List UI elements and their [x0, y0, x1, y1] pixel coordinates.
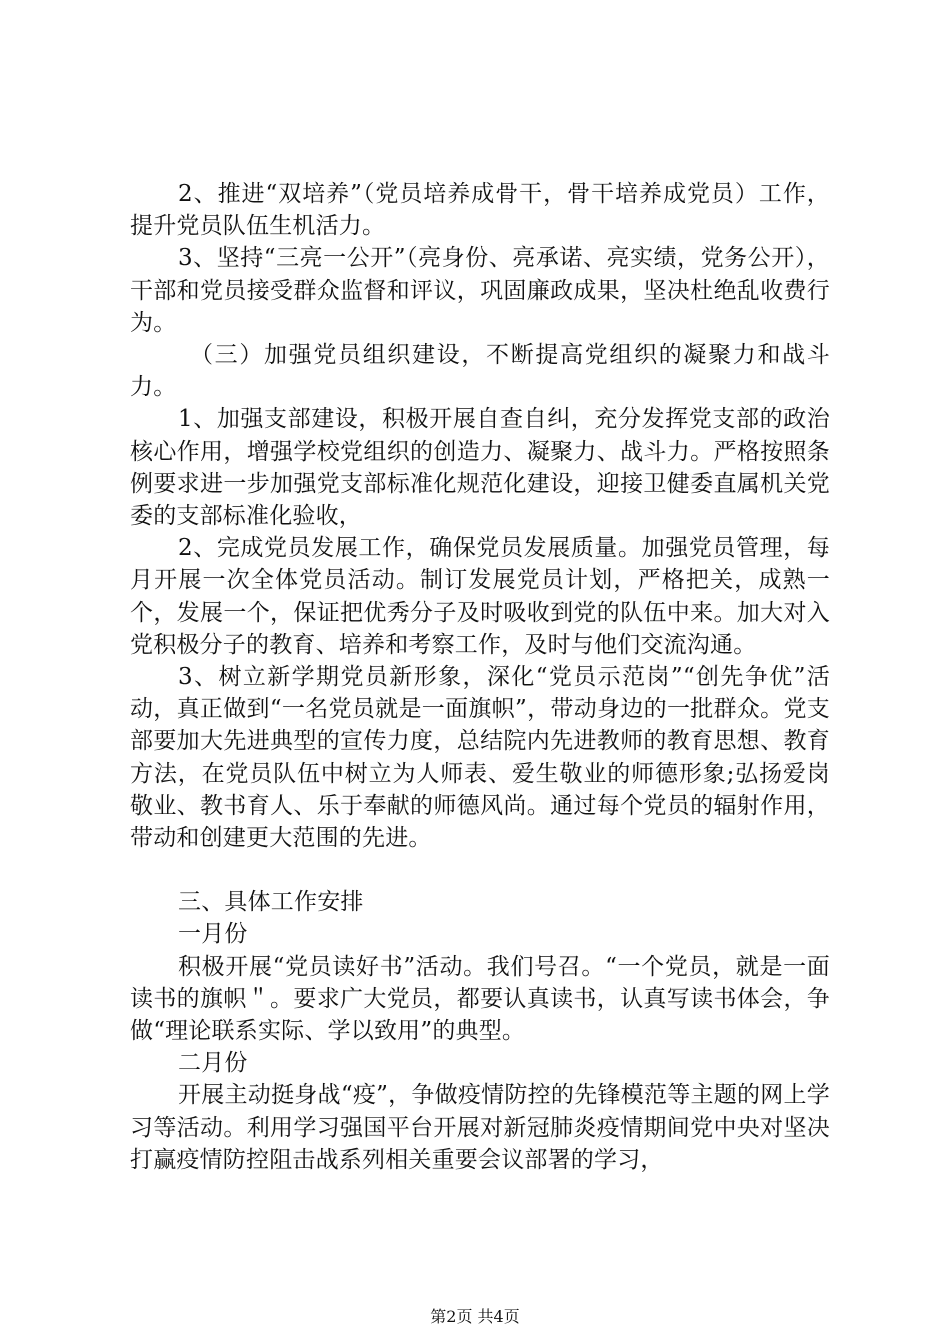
- paragraph-january: 积极开展“党员读好书”活动。我们号召。“一个党员，就是一面读书的旗帜＂。要求广大党员，都要认真读书，认真写读书体会，争做“理论联系实际、学以致用”的典型。: [130, 953, 830, 1045]
- paragraph-branch-building: 1、加强支部建设，积极开展自查自纠，充分发挥党支部的政治核心作用，增强学校党组织的创造力、凝聚力、战斗力。严格按照条例要求进一步加强党支部标准化规范化建设，迎接卫健委直属机关党委的支部标准化验收，: [130, 406, 830, 530]
- section-heading-work-plan: 三、具体工作安排: [178, 889, 364, 916]
- month-heading-january: 一月份: [178, 921, 248, 948]
- paragraph-february: 开展主动挺身战“疫”，争做疫情防控的先锋模范等主题的网上学习等活动。利用学习强国平台开展对新冠肺炎疫情期间党中央对坚决打赢疫情防控阻击战系列相关重要会议部署的学习，: [130, 1082, 830, 1173]
- month-heading-february: 二月份: [178, 1050, 248, 1077]
- paragraph-three-highlights: 3、坚持“三亮一公开”（亮身份、亮承诺、亮实绩，党务公开），干部和党员接受群众监督和评议，巩固廉政成果，坚决杜绝乱收费行为。: [130, 245, 830, 336]
- paragraph-member-development: 2、完成党员发展工作，确保党员发展质量。加强党员管理，每月开展一次全体党员活动。制订发展党员计划，严格把关，成熟一个，发展一个，保证把优秀分子及时吸收到党的队伍中来。加大对入党积极分子的教育、培养和考察工作，及时与他们交流沟通。: [130, 535, 830, 658]
- paragraph-new-image: 3、树立新学期党员新形象，深化“党员示范岗”“创先争优”活动，真正做到“一名党员就是一面旗帜”，带动身边的一批群众。党支部要加大先进典型的宣传力度，总结院内先进教师的教育思想、教育方法，在党员队伍中树立为人师表、爱生敬业的师德形象;弘扬爱岗敬业、教书育人、乐于奉献的师德风尚。通过每个党员的辐射作用，带动和创建更大范围的先进。: [130, 664, 830, 852]
- document-body: [130, 178, 830, 1176]
- section-heading-organization: （三）加强党员组织建设，不断提高党组织的凝聚力和战斗力。: [130, 342, 830, 401]
- page-footer: 第2页 共4页: [430, 1307, 520, 1326]
- paragraph-double-cultivation: 2、推进“双培养”（党员培养成骨干，骨干培养成党员）工作，提升党员队伍生机活力。: [130, 181, 830, 240]
